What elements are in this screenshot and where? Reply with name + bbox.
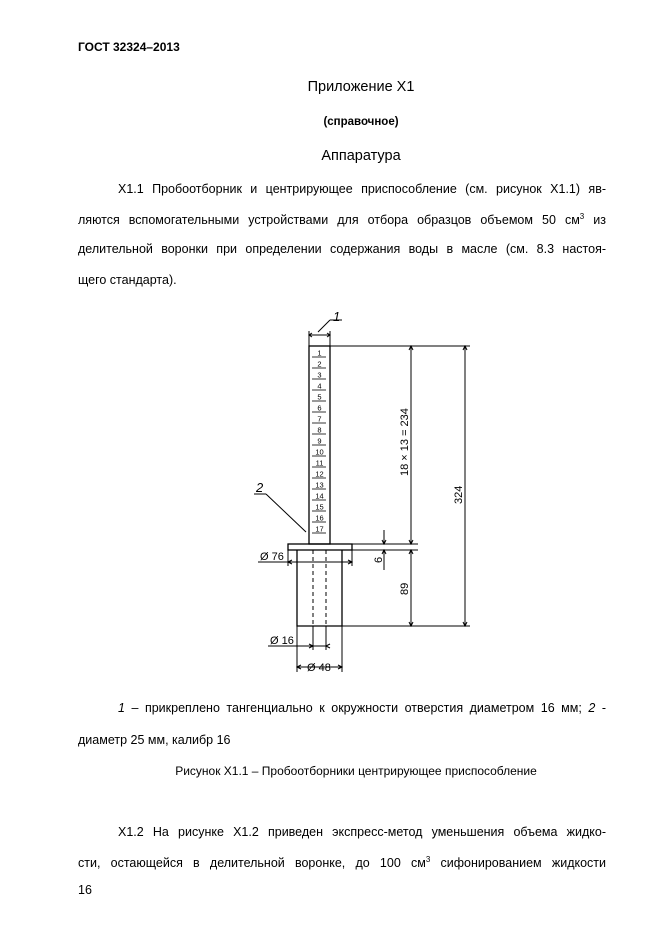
scale-marks	[312, 349, 326, 534]
dim-bore-diameter-label: Ø 16	[270, 635, 294, 647]
callout-leader-1	[318, 320, 330, 332]
scale-mark-label: 12	[315, 469, 324, 479]
paragraph-line: Х1.1 Пробоотборник и центрирующее приспособление (см. рисунок Х1.1) яв-	[118, 182, 606, 196]
dim-scale-label: 18 × 13 = 234	[399, 408, 411, 476]
scale-mark-label: 11	[315, 458, 324, 468]
legend-line: диаметр 25 мм, калибр 16	[78, 733, 231, 747]
scale-mark-label: 7	[317, 414, 322, 424]
callout-leader-2	[266, 494, 306, 532]
appendix-title: Приложение Х1	[307, 79, 415, 95]
dim-flange-diameter-label: Ø 76	[260, 551, 284, 563]
paragraph-line: ляются вспомогательными устройствами для отбора образцов объемом 50 $см^3$ из	[78, 212, 607, 227]
appendix-subtitle: (справочное)	[323, 116, 399, 128]
dim-body-diameter-label: Ø 48	[307, 662, 331, 674]
dim-lower-length-label: 89	[399, 582, 411, 595]
section-heading: Аппаратура	[321, 148, 401, 164]
paragraph-line: Х1.2 На рисунке Х1.2 приведен экспресс-метод уменьшения объема жидко-	[118, 825, 606, 839]
figure-caption: Рисунок Х1.1 – Пробоотборники центрирующее приспособление	[175, 764, 537, 778]
scale-mark-label: 4	[317, 381, 322, 391]
paragraph-x1-1	[78, 183, 606, 293]
scale-mark-label: 3	[317, 370, 322, 380]
paragraph-line: делительной воронки при определении содержания воды в масле (см. 8.3 настоя-	[78, 242, 606, 256]
lower-body	[297, 550, 342, 626]
legend-line: 1 – прикреплено тангенциально к окружности отверстия диаметром 16 мм; 2 -	[118, 701, 606, 715]
callout-label-2: 2	[256, 480, 264, 495]
paragraph-x1-2	[78, 826, 606, 876]
scale-mark-label: 6	[317, 403, 322, 413]
dim-total-label: 324	[453, 485, 465, 504]
paragraph-line: сти, остающейся в делительной воронке, до 100 $см^3$ сифонированием жидкости	[78, 855, 607, 870]
scale-mark-label: 13	[315, 480, 324, 490]
flange	[288, 544, 352, 550]
paragraph-line: щего стандарта).	[78, 273, 177, 287]
scale-mark-label: 9	[317, 436, 322, 446]
scale-mark-label: 8	[317, 425, 322, 435]
scale-mark-label: 1	[317, 348, 322, 358]
scale-mark-label: 15	[315, 502, 324, 512]
dim-flange-thickness-label: 6	[373, 556, 385, 563]
page-number: 16	[78, 883, 92, 897]
scale-mark-label: 16	[315, 513, 324, 523]
callout-label-1: 1	[333, 309, 341, 324]
document-standard-header: ГОСТ 32324–2013	[78, 40, 180, 54]
scale-mark-label: 5	[317, 392, 322, 402]
figure-legend	[78, 702, 606, 752]
scale-mark-label: 10	[315, 447, 324, 457]
sampler-drawing	[0, 300, 662, 690]
scale-mark-label: 17	[315, 524, 324, 534]
scale-mark-label: 2	[317, 359, 322, 369]
scale-mark-label: 14	[315, 491, 324, 501]
